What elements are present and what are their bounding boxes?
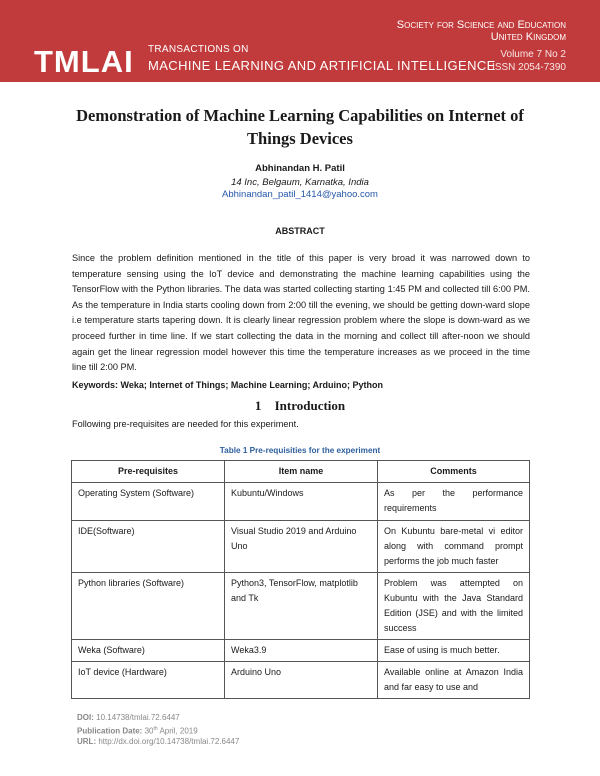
- table-cell: Kubuntu/Windows: [225, 483, 378, 521]
- volume-number: Volume 7 No 2: [500, 49, 566, 60]
- table-cell: Python libraries (Software): [72, 573, 225, 640]
- table-header-row: [72, 461, 530, 483]
- intro-text: Following pre-requisites are needed for this experiment.: [72, 419, 299, 429]
- table-cell: IoT device (Hardware): [72, 662, 225, 699]
- abstract-heading: ABSTRACT: [275, 226, 325, 236]
- issn-number: ISSN 2054-7390: [492, 62, 566, 73]
- journal-logo: TMLAI: [34, 44, 134, 79]
- publication-date-line: [77, 724, 239, 737]
- table-cell: Operating System (Software): [72, 483, 225, 521]
- publication-day-suffix: th: [153, 725, 158, 732]
- publication-day: 30: [144, 726, 154, 736]
- journal-name: MACHINE LEARNING AND ARTIFICIAL INTELLIGENCE: [148, 58, 496, 73]
- doi-url-link[interactable]: http://dx.doi.org/10.14738/tmlai.72.6447: [98, 736, 240, 746]
- table-cell: Ease of using is much better.: [378, 640, 530, 662]
- publication-date-label: Publication Date:: [77, 726, 143, 736]
- column-header: Comments: [378, 461, 530, 483]
- doi-value: 10.14738/tmlai.72.6447: [96, 713, 180, 722]
- footer-metadata: [77, 713, 239, 747]
- column-header: Item name: [225, 461, 378, 483]
- author-email-link[interactable]: Abhinandan_patil_1414@yahoo.com: [222, 189, 378, 200]
- society-country: United Kingdom: [490, 31, 566, 43]
- table-row: [72, 662, 530, 699]
- abstract-text: Since the problem definition mentioned in the title of this paper is very broad it was narrowed down to temperature sensing using the IoT device and demonstrating the machine learning capabilities using the TensorFlow with the Python libraries. The data was started collecting starting 1:45 PM and collected till 6:00 PM. As the temperature in India starts cooling down from 2:00 till the evening, we should be getting down-ward slope i.e temperature starts tapering down. It is clearly linear regression problem where the slope is down-ward as we proceed further in time line. If we start collecting the data in the morning and collect till after-noon we should again get the linear regression model however this time the temperature increases as we proceed in the time line till 2:00 PM.: [72, 253, 530, 373]
- table-cell: Weka (Software): [72, 640, 225, 662]
- table-row: [72, 573, 530, 640]
- table-cell: Available online at Amazon India and far easy to use and: [378, 662, 530, 699]
- table-cell: On Kubuntu bare-metal vi editor along with command prompt performs the job much faster: [378, 521, 530, 573]
- author-affiliation: 14 Inc, Belgaum, Karnatka, India: [231, 177, 369, 188]
- table-cell: IDE(Software): [72, 521, 225, 573]
- table-cell: Visual Studio 2019 and Arduino Uno: [225, 521, 378, 573]
- table-cell: Arduino Uno: [225, 662, 378, 699]
- keywords: Keywords: Weka; Internet of Things; Machine Learning; Arduino; Python: [72, 380, 384, 390]
- doi-label: DOI:: [77, 713, 94, 722]
- paper-title: Demonstration of Machine Learning Capabilities on Internet of Things Devices: [76, 106, 524, 148]
- column-header: Pre-requisites: [72, 461, 225, 483]
- table-cell: Weka3.9: [225, 640, 378, 662]
- author-name: Abhinandan H. Patil: [255, 163, 345, 174]
- table-cell: Problem was attempted on Kubuntu with the Java Standard Edition (JSE) and with the limited success: [378, 573, 530, 640]
- section-number: 1: [254, 398, 262, 413]
- publication-month-year: April, 2019: [159, 726, 198, 736]
- prerequisites-table: [71, 460, 530, 699]
- transactions-line: TRANSACTIONS ON: [148, 44, 249, 55]
- table-cell: As per the performance requirements: [378, 483, 530, 521]
- table-row: [72, 483, 530, 521]
- society-block: [397, 19, 566, 43]
- journal-banner: [0, 0, 600, 82]
- section-title: Introduction: [274, 398, 346, 413]
- table-row: [72, 521, 530, 573]
- doi-line: [77, 713, 239, 724]
- table-caption: Table 1 Pre-requisities for the experiment: [219, 446, 381, 455]
- volume-block: [492, 48, 566, 74]
- table-row: [72, 640, 530, 662]
- section-heading-introduction: [0, 398, 600, 414]
- url-label: URL:: [77, 736, 97, 746]
- url-line: [77, 737, 239, 748]
- society-name: Society for Science and Education: [396, 19, 566, 31]
- table-cell: Python3, TensorFlow, matplotlib and Tk: [225, 573, 378, 640]
